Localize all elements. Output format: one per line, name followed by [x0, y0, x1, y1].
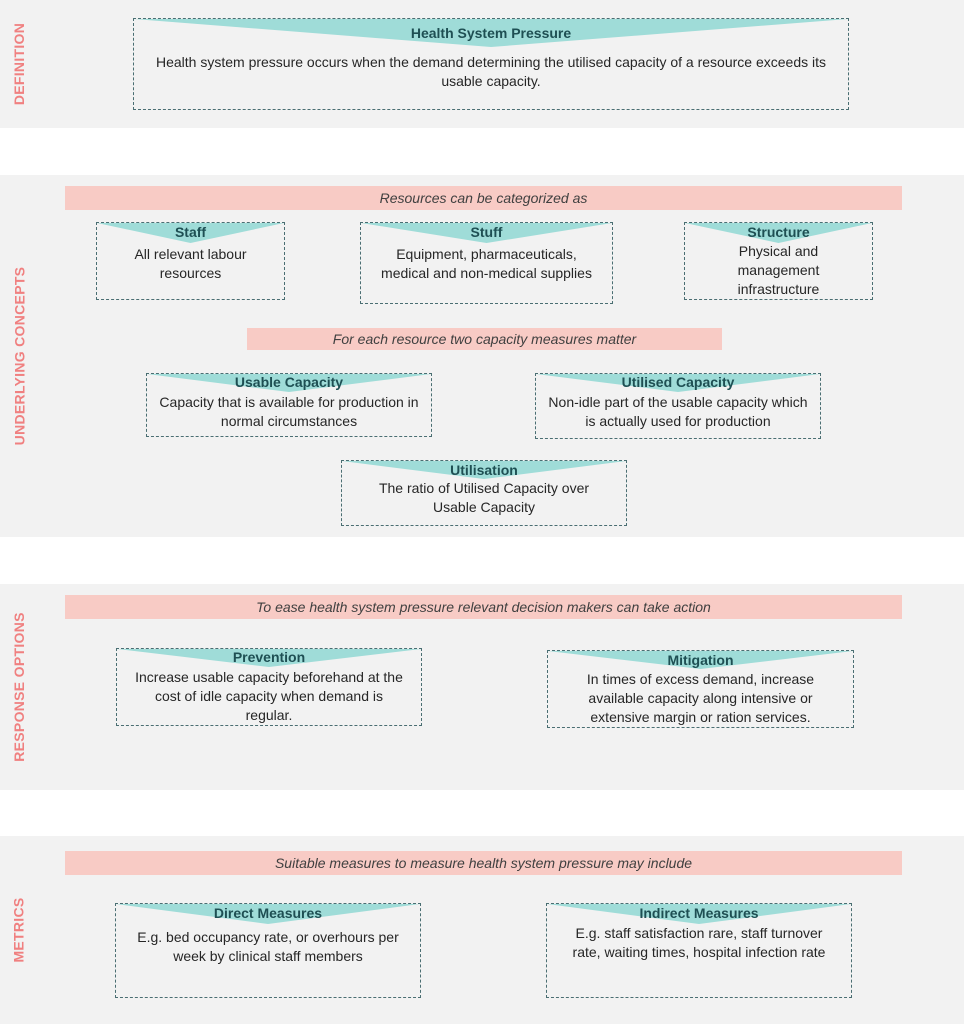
prevention-title: Prevention	[232, 649, 306, 665]
health-system-pressure-box	[133, 18, 849, 110]
staff-box	[96, 222, 285, 300]
prevention-box	[116, 648, 422, 726]
stuff-title: Stuff	[470, 224, 503, 240]
direct-measures-text: E.g. bed occupancy rate, or overhours per week by clinical staff members	[137, 929, 399, 964]
mitigation-text: In times of excess demand, increase available capacity along intensive or extensive margin or ration services.	[586, 671, 815, 725]
utilised-capacity-text: Non-idle part of the usable capacity which is actually used for production	[548, 394, 808, 429]
staff-text: All relevant labour resources	[134, 246, 247, 281]
usable-capacity-box	[146, 373, 432, 437]
health-system-pressure-text: Health system pressure occurs when the demand determining the utilised capacity of a resource exceeds its usable capacity.	[155, 54, 826, 89]
direct-measures-box	[115, 903, 421, 998]
mitigation-box	[547, 650, 854, 728]
usable-capacity-title: Usable Capacity	[234, 374, 344, 390]
staff-title: Staff	[174, 224, 207, 240]
direct-measures-title: Direct Measures	[213, 905, 323, 921]
utilised-capacity-title: Utilised Capacity	[621, 374, 735, 390]
usable-capacity-text: Capacity that is available for production in normal circumstances	[159, 394, 419, 429]
response-section-label: RESPONSE OPTIONS	[11, 612, 27, 762]
response-header: To ease health system pressure relevant decision makers can take action	[65, 595, 902, 619]
definition-section-label: DEFINITION	[11, 22, 27, 106]
structure-box	[684, 222, 873, 300]
utilised-capacity-box	[535, 373, 821, 439]
utilisation-box	[341, 460, 627, 526]
structure-text: Physical and management infrastructure	[737, 243, 820, 297]
indirect-measures-title: Indirect Measures	[639, 905, 759, 921]
utilisation-text: The ratio of Utilised Capacity over Usable Capacity	[378, 480, 590, 515]
concepts-section-label: UNDERLYING CONCEPTS	[11, 266, 27, 446]
mitigation-title: Mitigation	[667, 652, 734, 668]
indirect-measures-box	[546, 903, 852, 998]
capacity-header: For each resource two capacity measures matter	[247, 328, 722, 350]
metrics-section-label: METRICS	[11, 897, 28, 963]
structure-title: Structure	[747, 224, 810, 240]
stuff-box	[360, 222, 613, 304]
indirect-measures-text: E.g. staff satisfaction rare, staff turnover rate, waiting times, hospital infection rate	[572, 925, 826, 960]
metrics-header: Suitable measures to measure health system pressure may include	[65, 851, 902, 875]
stuff-text: Equipment, pharmaceuticals, medical and non-medical supplies	[381, 246, 592, 281]
health-system-pressure-title: Health System Pressure	[410, 25, 572, 41]
prevention-text: Increase usable capacity beforehand at the cost of idle capacity when demand is regular.	[135, 669, 403, 723]
resources-header: Resources can be categorized as	[65, 186, 902, 210]
utilisation-title: Utilisation	[450, 462, 518, 478]
